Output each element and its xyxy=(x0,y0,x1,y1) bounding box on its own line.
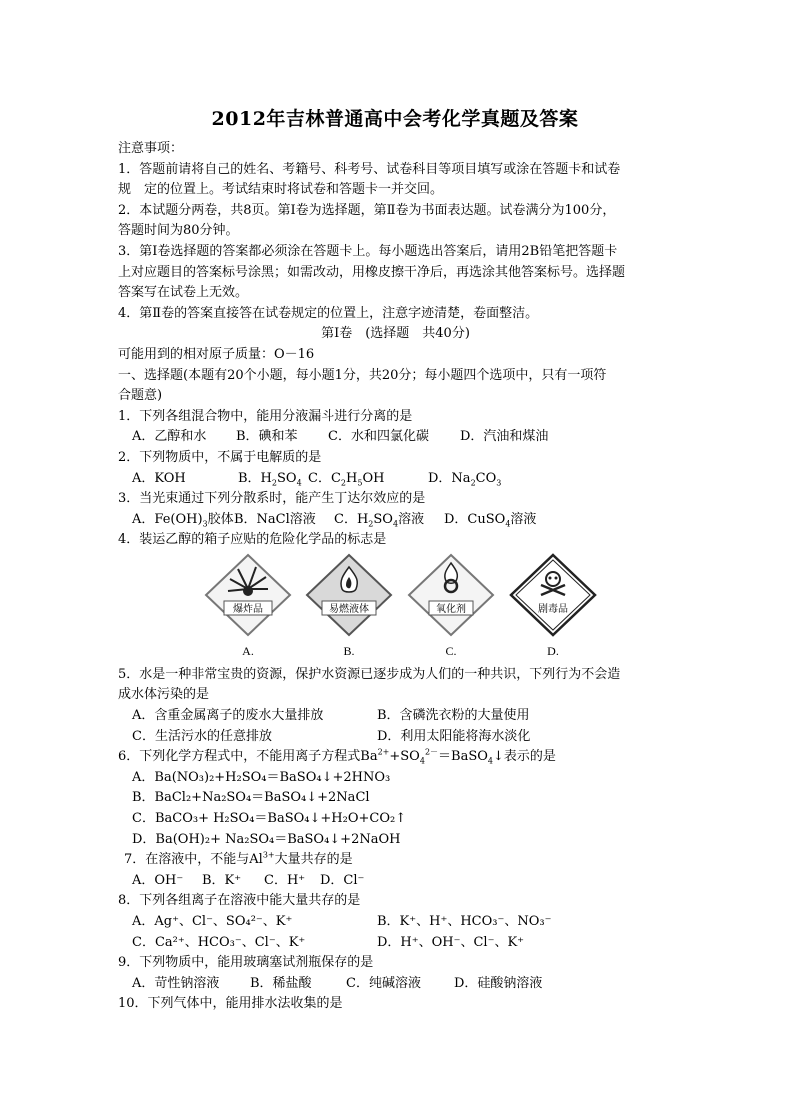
explosive-sign xyxy=(198,553,298,661)
q2-option-d: D．$Na_2CO_3$ xyxy=(428,470,502,488)
q3-option-c: C．$H_2SO_4$溶液 xyxy=(334,511,425,529)
notice-3a: 3．第Ⅰ卷选择题的答案都必须涂在答题卡上。每小题选出答案后，请用2B铅笔把答题卡 xyxy=(118,243,618,259)
q5-options-row1 xyxy=(118,706,673,727)
q9-option-d: D．硅酸钠溶液 xyxy=(454,975,543,991)
q5-option-a: A．含重金属离子的废水大量排放 xyxy=(132,708,324,724)
q2-option-c: C．$C_2H_5OH$ xyxy=(308,470,385,488)
notice-1a: 1．答题前请将自己的姓名、考籍号、科考号、试卷科目等项目填写或涂在答题卡和试卷 xyxy=(118,161,621,177)
notice-3b: 上对应题目的答案标号涂黑；如需改动，用橡皮擦干净后，再选涂其他答案标号。选择题 xyxy=(118,264,626,280)
q2-options xyxy=(118,469,673,490)
q7-option-d: D．Cl⁻ xyxy=(320,872,365,888)
q6-stem: 6．下列化学方程式中，不能用离子方程式$Ba^{2+}+SO_4^{2-}=BaSO_4↓$表示的是 xyxy=(118,747,556,766)
notice-2b: 答题时间为80分钟。 xyxy=(118,223,239,239)
q5-stem-a: 5．水是一种非常宝贵的资源，保护水资源已逐步成为人们的一种共识，下列行为不会造 xyxy=(118,666,621,682)
sign-letter: D. xyxy=(547,643,559,658)
q5-stem-b: 成水体污染的是 xyxy=(118,687,210,703)
q8-option-d: D．H⁺、OH⁻、Cl⁻、K⁺ xyxy=(377,934,525,950)
instructions-a: 一、选择题(本题有20个小题，每小题1分，共20分；每小题四个选项中，只有一项符 xyxy=(118,367,607,383)
q8-option-a: A．Ag⁺、Cl⁻、SO₄²⁻、K⁺ xyxy=(132,914,293,929)
q5-options-row2 xyxy=(118,727,673,748)
q1-option-b: B．碘和苯 xyxy=(236,429,298,445)
q3-stem: 3．当光束通过下列分散系时，能产生丁达尔效应的是 xyxy=(118,491,426,507)
q1-stem: 1．下列各组混合物中，能用分液漏斗进行分离的是 xyxy=(118,408,413,424)
q6-option-d: D．Ba(OH)₂+ Na₂SO₄＝BaSO₄↓+2NaOH xyxy=(132,831,401,847)
notice-4: 4．第Ⅱ卷的答案直接答在试卷规定的位置上，注意字迹清楚，卷面整洁。 xyxy=(118,305,539,321)
oxidizer-sign xyxy=(401,553,501,661)
q9-options xyxy=(118,974,673,995)
q7-option-a: A．OH⁻ xyxy=(132,872,184,888)
q8-option-c: C．Ca²⁺、HCO₃⁻、Cl⁻、K⁺ xyxy=(132,934,306,950)
q10-stem: 10．下列气体中，能用排水法收集的是 xyxy=(118,996,343,1012)
q8-stem: 8．下列各组离子在溶液中能大量共存的是 xyxy=(118,893,361,909)
q4-stem: 4．装运乙醇的箱子应贴的危险化学品的标志是 xyxy=(118,532,387,548)
q9-option-c: C．纯碱溶液 xyxy=(346,975,421,991)
sign-text: 剧毒品 xyxy=(538,603,568,615)
q5-option-b: B．含磷洗衣粉的大量使用 xyxy=(377,708,530,724)
q9-stem: 9．下列物质中，能用玻璃塞试剂瓶保存的是 xyxy=(118,955,374,971)
q3-option-a: A．$Fe(OH)_3$胶体 xyxy=(132,511,234,529)
page-title: 2012年吉林普通高中会考化学真题及答案 xyxy=(211,108,579,130)
q8-options-row1 xyxy=(118,912,673,933)
q9-option-b: B．稀盐酸 xyxy=(250,975,312,991)
q2-option-b: B．$H_2SO_4$ xyxy=(238,470,302,488)
q1-option-c: C．水和四氯化碳 xyxy=(328,429,429,445)
flammable-liquid-sign xyxy=(299,553,399,661)
toxic-sign xyxy=(503,553,603,661)
q1-option-d: D．汽油和煤油 xyxy=(460,429,549,445)
q5-option-c: C．生活污水的任意排放 xyxy=(132,728,272,744)
q6-option-c: C．BaCO₃+ H₂SO₄＝BaSO₄↓+H₂O+CO₂↑ xyxy=(132,811,407,827)
q1-options xyxy=(118,427,673,448)
exam-content xyxy=(118,139,673,1015)
q6-option-b: B．BaCl₂+Na₂SO₄＝BaSO₄↓+2NaCl xyxy=(132,790,370,806)
sign-text: 氧化剂 xyxy=(436,603,466,615)
q1-option-a: A．乙醇和水 xyxy=(132,429,207,445)
q3-option-b: B．NaCl溶液 xyxy=(234,511,316,527)
q7-stem: 7．在溶液中，不能与$Al^{3+}$大量共存的是 xyxy=(124,850,353,868)
sign-letter: C. xyxy=(445,643,457,658)
notice-2a: 2．本试题分两卷，共8页。第Ⅰ卷为选择题，第Ⅱ卷为书面表达题。试卷满分为100分， xyxy=(118,202,616,218)
q8-option-b: B．K⁺、H⁺、HCO₃⁻、NO₃⁻ xyxy=(377,914,552,929)
q7-options xyxy=(118,871,673,892)
notice-heading: 注意事项： xyxy=(118,141,184,156)
q7-option-b: B．K⁺ xyxy=(202,872,242,888)
atomic-mass: 可能用到的相对原子质量：O－16 xyxy=(118,346,315,362)
sign-letter: B. xyxy=(343,643,355,658)
q5-option-d: D．利用太阳能将海水淡化 xyxy=(377,728,531,744)
q3-options xyxy=(118,510,673,531)
hazard-signs xyxy=(118,553,673,661)
q9-option-a: A．苛性钠溶液 xyxy=(132,975,220,991)
instructions-b: 合题意) xyxy=(118,388,163,404)
notice-3c: 答案写在试卷上无效。 xyxy=(118,285,249,301)
q7-option-c: C．H⁺ xyxy=(264,872,306,888)
q2-option-a: A．KOH xyxy=(132,470,186,486)
section-heading: 第Ⅰ卷 (选择题 共40分) xyxy=(321,326,470,342)
q8-options-row2 xyxy=(118,933,673,954)
sign-text: 爆炸品 xyxy=(233,603,263,615)
q6-option-a: A．Ba(NO₃)₂+H₂SO₄＝BaSO₄↓+2HNO₃ xyxy=(132,769,391,785)
sign-text: 易燃液体 xyxy=(329,603,369,615)
notice-1b: 规 定的位置上。考试结束时将试卷和答题卡一并交回。 xyxy=(118,182,444,198)
sign-letter: A. xyxy=(242,643,254,658)
q3-option-d: D．CuSO$_4$溶液 xyxy=(444,511,537,529)
q2-stem: 2．下列物质中，不属于电解质的是 xyxy=(118,449,322,465)
